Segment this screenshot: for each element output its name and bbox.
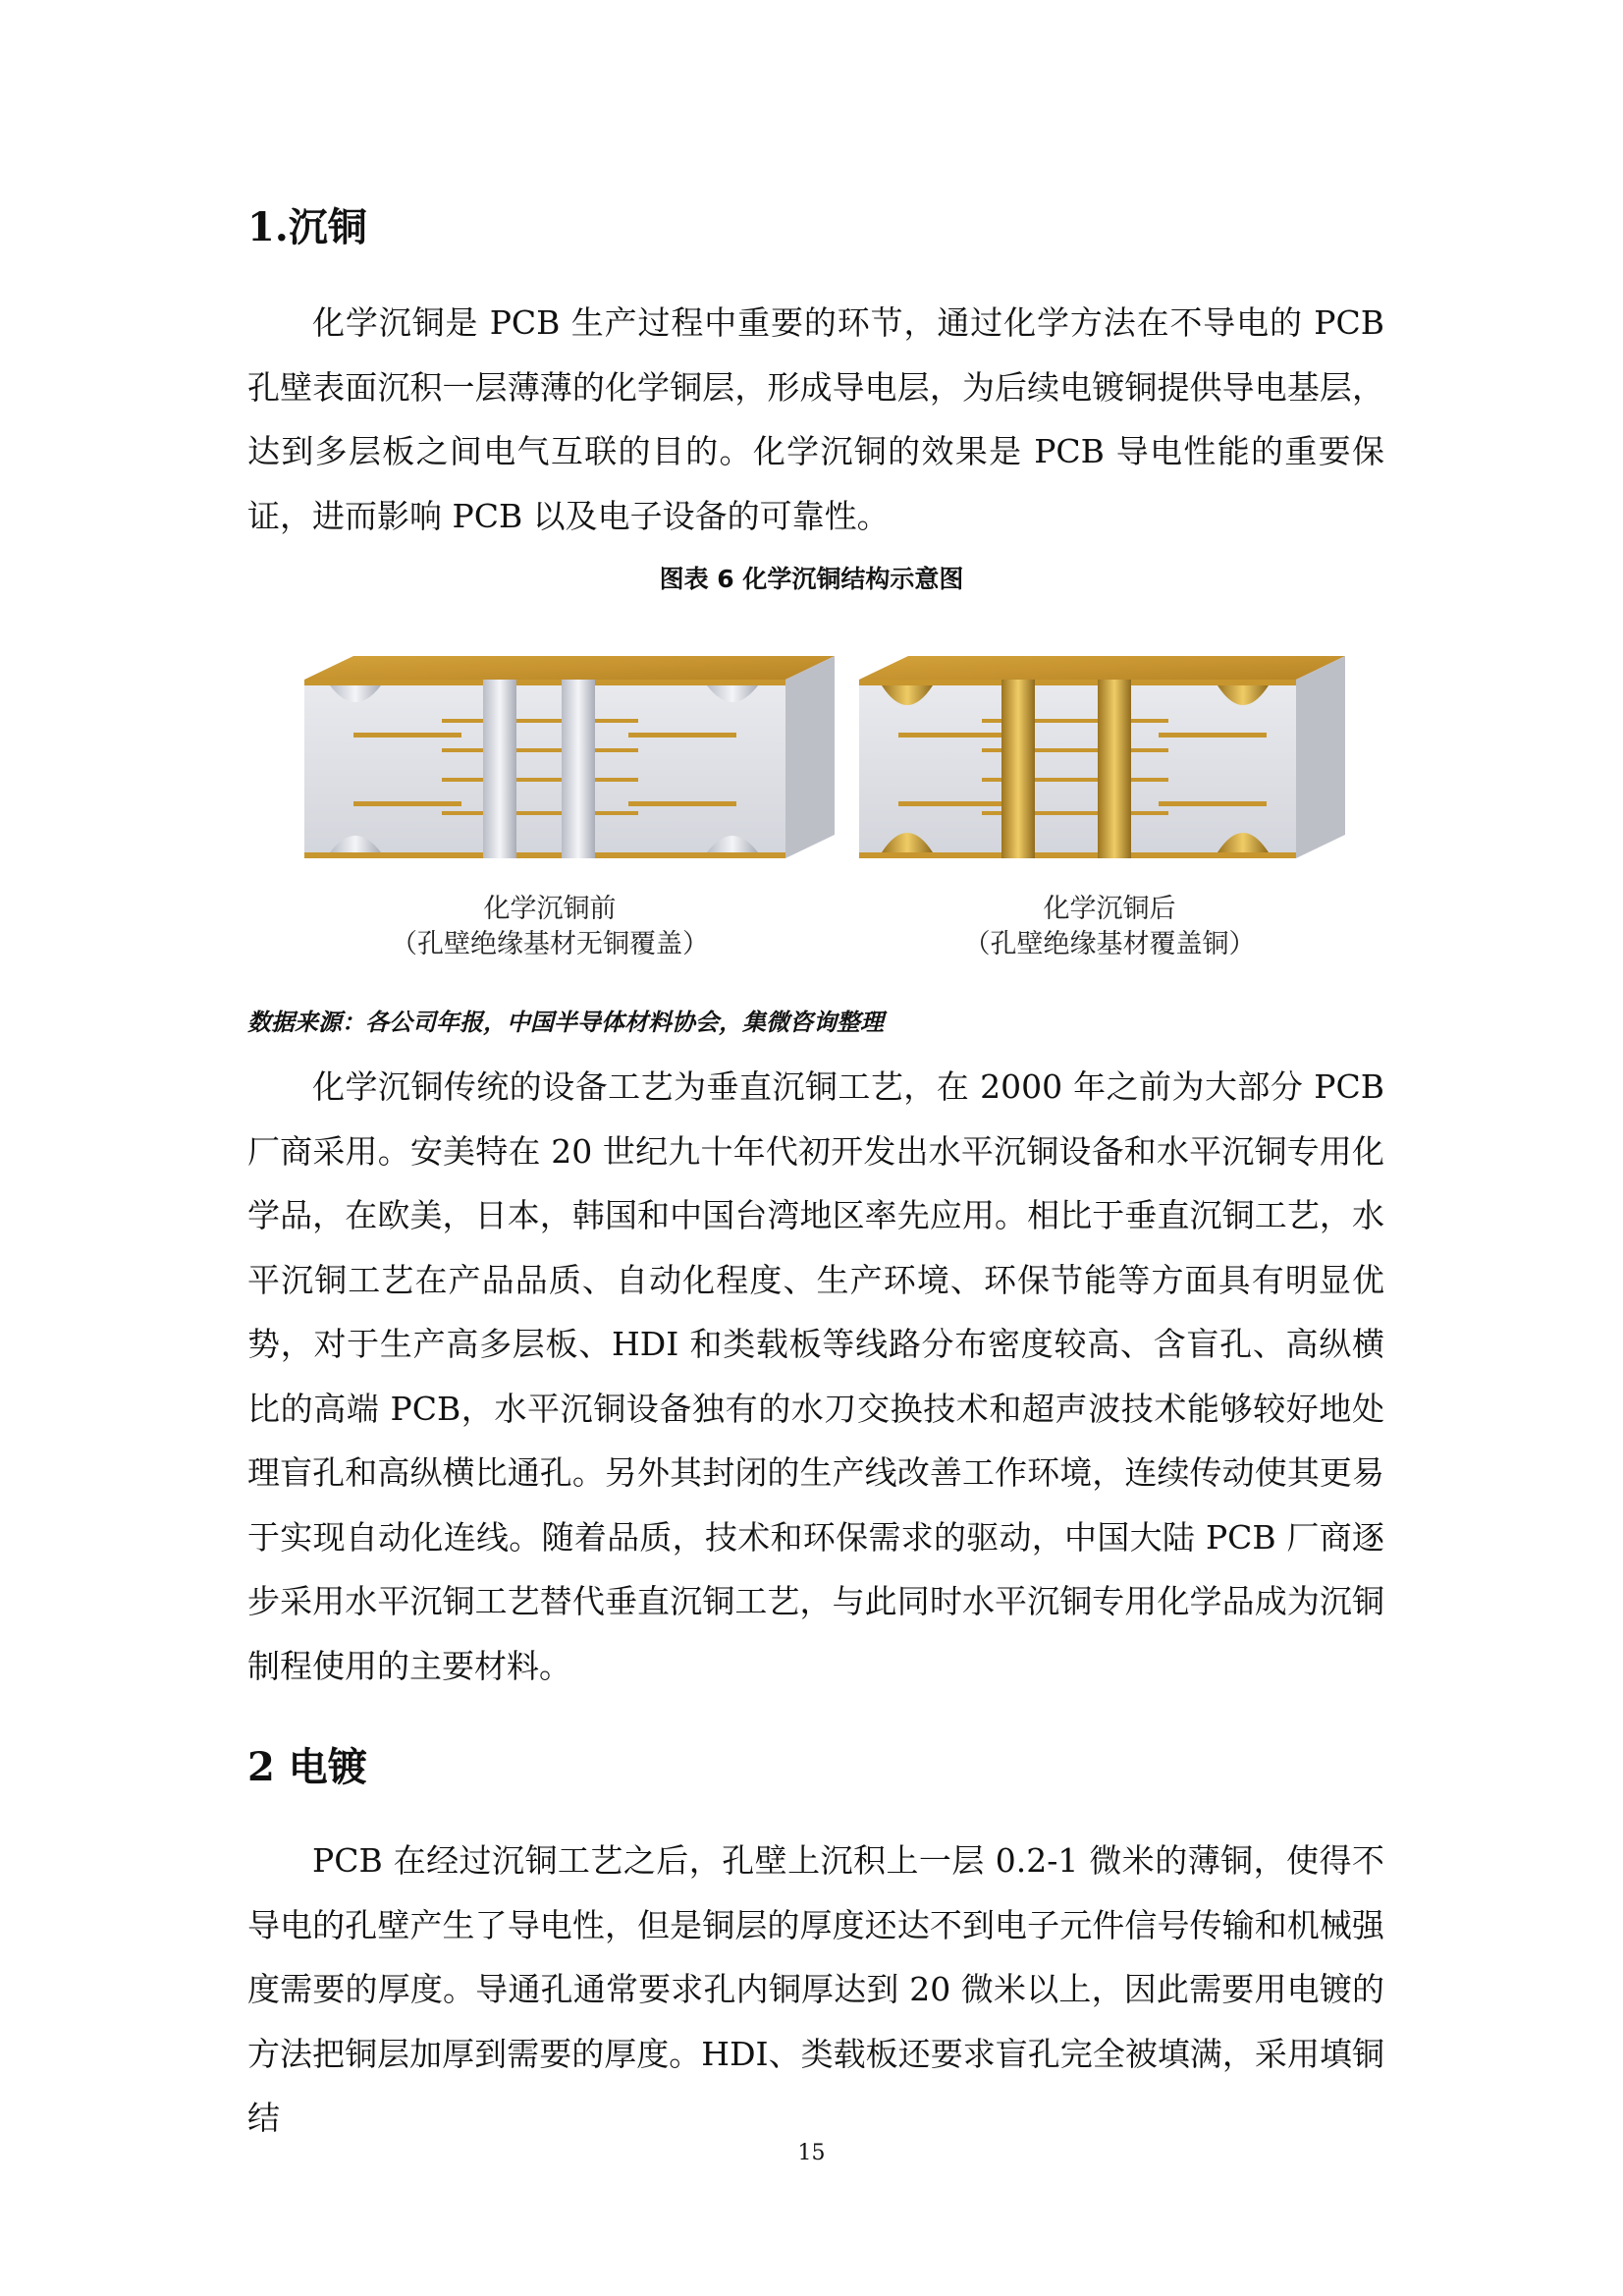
figure-caption: 图表 6 化学沉铜结构示意图	[659, 565, 964, 593]
pcb-after-block	[859, 656, 1345, 858]
before-label-note: （孔壁绝缘基材无铜覆盖）	[391, 929, 709, 959]
page-number: 15	[797, 2141, 826, 2165]
figure-label-before	[324, 892, 776, 962]
after-label-note: （孔壁绝缘基材覆盖铜）	[963, 929, 1256, 959]
paragraph-process: 化学沉铜传统的设备工艺为垂直沉铜工艺，在 2000 年之前为大部分 PCB 厂商采用。安美特在 20 世纪九十年代初开发出水平沉铜设备和水平沉铜专用化学品，在欧美，日本，韩国和中国台湾地区率先应用。相比于垂直沉铜工艺，水平沉铜工艺在产品品质、自动化程度、生产环境、环保节能等方面具有明显优势，对于生产高多层板、HDI 和类载板等线路分布密度较高、含盲孔、高纵横比的高端 PCB，水平沉铜设备独有的水刀交换技术和超声波技术能够较好地处理盲孔和高纵横比通孔。另外其封闭的生产线改善工作环境，连续传动使其更易于实现自动化连线。随着品质，技术和环保需求的驱动，中国大陆 PCB 厂商逐步采用水平沉铜工艺替代垂直沉铜工艺，与此同时水平沉铜专用化学品成为沉铜制程使用的主要材料。	[247, 1067, 1384, 1685]
section-heading-2: 2 电镀	[247, 1744, 367, 1790]
after-label-title: 化学沉铜后	[1043, 894, 1176, 924]
paragraph-intro: 化学沉铜是 PCB 生产过程中重要的环节，通过化学方法在不导电的 PCB 孔壁表面沉积一层薄薄的化学铜层，形成导电层，为后续电镀铜提供导电基层，达到多层板之间电气互联的目的。化学沉铜的效果是 PCB 导电性能的重要保证，进而影响 PCB 以及电子设备的可靠性。	[247, 303, 1384, 535]
figure-source: 数据来源：各公司年报，中国半导体材料协会，集微咨询整理	[247, 1009, 884, 1036]
pcb-before-block	[304, 656, 835, 858]
figure-pcb-diagram	[295, 638, 1355, 977]
before-label-title: 化学沉铜前	[483, 894, 617, 924]
paragraph-electroplating: PCB 在经过沉铜工艺之后，孔壁上沉积上一层 0.2-1 微米的薄铜，使得不导电的孔壁产生了导电性，但是铜层的厚度还达不到电子元件信号传输和机械强度需要的厚度。导通孔通常要求孔内铜厚达到 20 微米以上，因此需要用电镀的方法把铜层加厚到需要的厚度。HDI、类载板还要求盲孔完全被填满，采用填铜结	[247, 1841, 1384, 2137]
section-heading-1: 1.沉铜	[247, 204, 367, 250]
figure-label-after	[884, 892, 1335, 962]
